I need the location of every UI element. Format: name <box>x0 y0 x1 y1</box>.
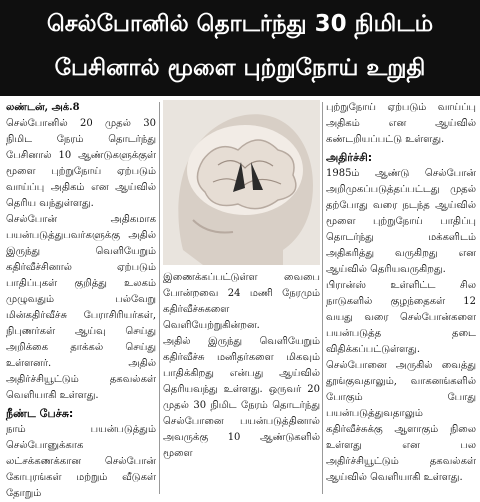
dateline: லண்டன், அக்.8 <box>6 102 80 113</box>
paragraph: இணைக்கப்பட்டுள்ள வைபை போன்றவை 24 மணி நேரமும் கதிர்வீச்சுகளை வெளியேற்றுகின்றன. <box>163 272 320 331</box>
subheading-shock: அதிர்ச்சி: <box>326 151 373 164</box>
brain-xray-illustration <box>163 100 320 265</box>
column-divider <box>159 102 160 494</box>
headline-line-1: செல்போனில் தொடர்ந்து 30 நிமிடம் <box>46 11 434 37</box>
paragraph: பிரான்ஸ் உள்ளிட்ட சில நாடுகளில் குழந்தைகள் 12 வயது வரை செல்போன்களை பயன்படுத்த தடை விதிக்கப்பட்டுள்ளது. செல்போனை அருகில் வைத்து தூங்குவதாலும், வாகனங்களில் போகும் போது பயன்படுத்துவதாலும் கதிர்வீச்சுக்கு ஆளாகும் நிலை உள்ளது என பல அதிர்ச்சியூட்டும் தகவல்கள் ஆய்வில் வெளியாகி உள்ளது. <box>326 280 476 483</box>
column-divider <box>322 102 323 494</box>
paragraph: அதில் இருந்து வெளியேறும் கதிர்வீச்சு மனிதர்களை மிகவும் பாதிக்கிறது என்பது ஆய்வில் தெரியவந்து உள்ளது. ஒருவர் 20 முதல் 30 நிமிட நேரம் தொடர்ந்து செல்போனை பயன்படுத்தினால் அவருக்கு 10 ஆண்டுகளில் மூளை <box>163 336 320 459</box>
paragraph: செல்போனில் 20 முதல் 30 நிமிட நேரம் தொடர்ந்து பேசினால் 10 ஆண்டுகளுக்குள் மூளை புற்றுநோய் ஏற்படும் வாய்ப்பு அதிகம் என ஆய்வில் தெரிய வந்துள்ளது. <box>6 118 156 209</box>
headline-line-2: பேசினால் மூளை புற்றுநோய் உறுதி <box>54 55 426 81</box>
headline-banner <box>0 0 480 96</box>
subheading-long-talk: நீண்ட பேச்சு: <box>6 407 74 420</box>
paragraph: 1985ம் ஆண்டு செல்போன் அறிமுகப்படுத்தப்பட்டது முதல் தற்போது வரை நடந்த ஆய்வில் மூளை புற்றுநோய் பாதிப்பு தொடர்ந்து மக்களிடம் அதிகரித்து வருகிறது என ஆய்வில் தெரியவருகிறது. <box>326 168 476 275</box>
paragraph: செல்போன் அதிகமாக பயன்படுத்துபவர்களுக்கு அதில் இருந்து வெளியேறும் கதிர்வீச்சினால் ஏற்படும் பாதிப்புகள் குறித்து உலகம் முழுவதும் பல்வேறு மின்கதிர்வீச்சு பேராசிரியர்கள், நிபுணர்கள் ஆய்வு செய்து அறிக்கை தாக்கல் செய்து உள்ளனர். அதில் அதிர்ச்சியூட்டும் தகவல்கள் வெளியாகி உள்ளது. <box>6 214 156 401</box>
article-column-middle <box>163 270 320 462</box>
article-column-right <box>326 100 476 486</box>
paragraph: நாம் பயன்படுத்தும் செல்போனுக்காக லட்சக்கணக்கான செல்போன் கோபுரங்கள் மற்றும் வீடுகள் தோறும் <box>6 424 156 499</box>
brain-xray-icon <box>163 100 320 265</box>
paragraph: புற்றுநோய் ஏற்படும் வாய்ப்பு அதிகம் என ஆய்வில் கண்டறியப்பட்டு உள்ளது. <box>326 102 476 145</box>
article-column-left <box>6 100 156 502</box>
